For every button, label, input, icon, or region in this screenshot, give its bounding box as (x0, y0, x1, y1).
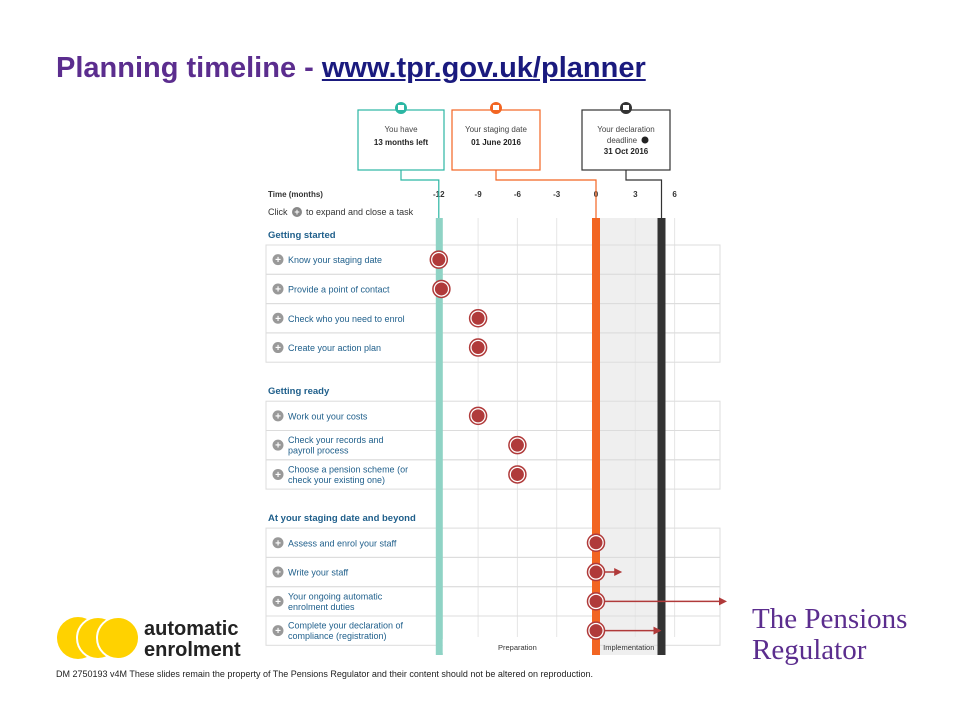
plus-glyph-2: + (275, 313, 281, 325)
task-marker-8 (590, 566, 603, 579)
time-label: Time (months) (268, 190, 323, 199)
task-marker-3 (472, 341, 485, 354)
logo-line2: enrolment (144, 639, 241, 661)
task-marker-7 (590, 536, 603, 549)
calendar-icon-inner-0 (398, 105, 404, 110)
plus-glyph-5: + (275, 440, 281, 452)
click-hint-suffix: to expand and close a task (306, 207, 414, 217)
task-label-6-0[interactable]: Choose a pension scheme (or (288, 464, 409, 475)
task-label-9-0[interactable]: Your ongoing automatic (288, 591, 383, 602)
tick-label-5: 3 (633, 190, 638, 199)
footer-note: DM 2750193 v4M These slides remain the property of The Pensions Regulator and their content should not be altered on reproduction. (56, 669, 593, 679)
plus-glyph-1: + (275, 284, 281, 296)
declaration-deadline-bar (658, 218, 666, 655)
automatic-enrolment-logo (56, 612, 256, 664)
section-title-2: At your staging date and beyond (268, 513, 416, 525)
task-label-7-0[interactable]: Assess and enrol your staff (288, 538, 397, 549)
tpr-line2: Regulator (752, 634, 867, 666)
section-title-0: Getting started (268, 230, 336, 241)
task-label-6-1[interactable]: check your existing one) (288, 474, 386, 485)
tick-label-6: 6 (672, 190, 677, 199)
task-marker-9 (590, 595, 603, 608)
callout-line3-2: 31 Oct 2016 (603, 147, 649, 156)
logo-line1: automatic (144, 618, 239, 640)
planner-link[interactable]: www.tpr.gov.uk/planner (321, 52, 646, 84)
task-marker-10 (590, 624, 603, 637)
task-label-10-1[interactable]: compliance (registration) (288, 631, 387, 642)
plus-glyph-4: + (275, 411, 281, 423)
section-title-1: Getting ready (268, 386, 330, 398)
pensions-regulator-logo (752, 604, 907, 666)
callout-line1-2: Your declaration (597, 125, 655, 134)
calendar-icon-inner-1 (493, 105, 499, 110)
task-label-10-0[interactable]: Complete your declaration of (288, 620, 404, 631)
page-title (56, 52, 646, 85)
task-label-8-0[interactable]: Write your staff (288, 567, 349, 578)
task-label-5-0[interactable]: Check your records and (288, 435, 384, 446)
plus-glyph-8: + (275, 567, 281, 579)
task-marker-2 (472, 312, 485, 325)
expand-icon-glyph: + (294, 207, 300, 217)
plus-glyph-7: + (275, 538, 281, 550)
tick-label-0: -12 (433, 190, 445, 199)
task-marker-6 (511, 468, 524, 481)
task-label-3-0[interactable]: Create your action plan (288, 343, 382, 354)
task-label-5-1[interactable]: payroll process (288, 445, 349, 456)
callout-connector-1 (496, 170, 596, 218)
callout-line2-1: 01 June 2016 (471, 138, 521, 147)
tick-label-2: -6 (513, 190, 521, 199)
tpr-line1: The Pensions (752, 603, 908, 635)
task-marker-1 (435, 282, 448, 295)
task-label-9-1[interactable]: enrolment duties (288, 601, 355, 612)
plus-glyph-10: + (275, 626, 281, 638)
phase-preparation: Preparation (498, 643, 537, 652)
task-label-4-0[interactable]: Work out your costs (288, 411, 368, 422)
click-hint-prefix: Click (268, 207, 288, 217)
callout-connector-2 (626, 170, 662, 218)
phase-implementation: Implementation (603, 643, 655, 652)
plus-glyph-0: + (275, 255, 281, 267)
task-label-0-0[interactable]: Know your staging date (288, 255, 383, 266)
tick-label-1: -9 (474, 190, 482, 199)
callout-line2-0: 13 months left (373, 138, 429, 147)
callout-line1-1: Your staging date (465, 125, 527, 134)
callout-line1-0: You have (384, 125, 418, 134)
plus-glyph-3: + (275, 343, 281, 355)
logo-circle-3 (97, 617, 139, 659)
plus-glyph-9: + (275, 596, 281, 608)
tick-label-4: 0 (593, 190, 599, 199)
arrow-head-9 (719, 597, 727, 605)
callout-line2-2: deadline (606, 136, 638, 145)
calendar-icon-inner-2 (623, 105, 629, 110)
help-icon (642, 137, 649, 144)
task-marker-5 (511, 439, 524, 452)
task-marker-4 (472, 409, 485, 422)
implementation-shade (596, 218, 662, 655)
tick-label-3: -3 (553, 190, 561, 199)
planning-timeline (260, 100, 730, 655)
task-label-1-0[interactable]: Provide a point of contact (288, 284, 390, 295)
task-label-2-0[interactable]: Check who you need to enrol (288, 313, 405, 324)
plus-glyph-6: + (275, 469, 281, 481)
title-text: Planning timeline - (56, 52, 322, 84)
task-marker-0 (432, 253, 445, 266)
staging-date-bar (592, 218, 600, 655)
